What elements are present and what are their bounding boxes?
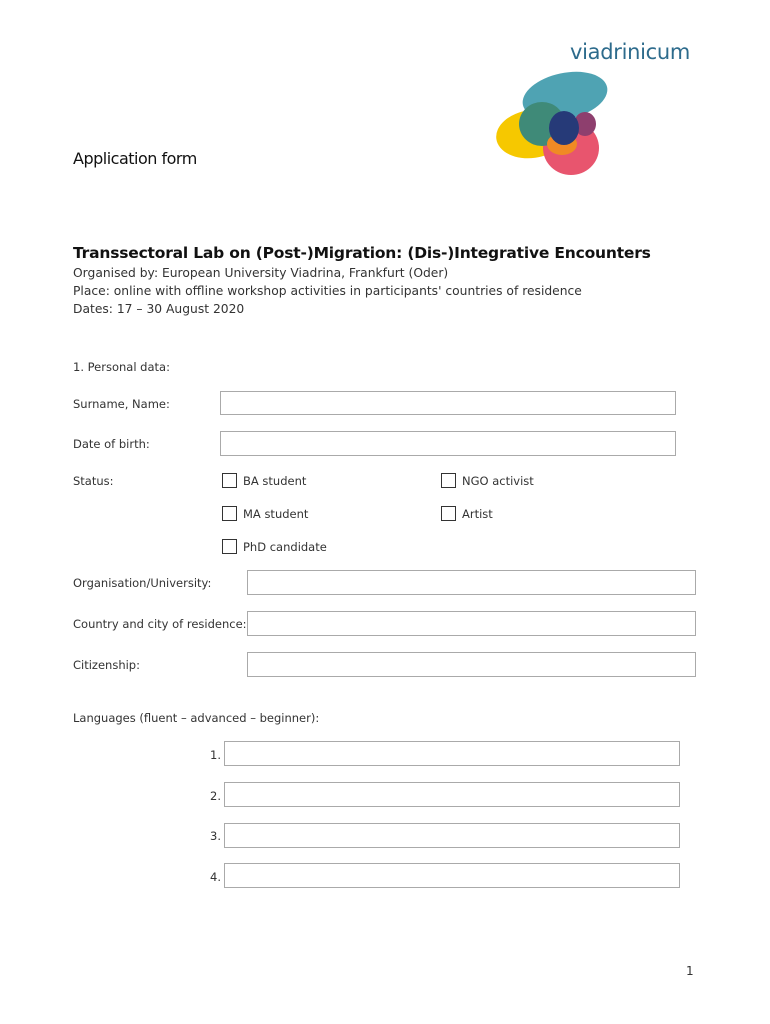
country-city-input[interactable]: [247, 611, 696, 636]
country-city-label: Country and city of residence:: [73, 617, 247, 631]
language-2-number: 2.: [210, 789, 221, 803]
page-number: 1: [686, 964, 694, 978]
organisation-input[interactable]: [247, 570, 696, 595]
event-place: Place: online with offline workshop activities in participants' countries of residence: [73, 284, 582, 298]
status-ngo-activist-checkbox[interactable]: [441, 473, 456, 488]
event-title: Transsectoral Lab on (Post-)Migration: (Dis-)Integrative Encounters: [73, 244, 651, 262]
language-1-number: 1.: [210, 748, 221, 762]
viadrinicum-logo-icon: [490, 68, 620, 180]
status-ma-student-checkbox[interactable]: [222, 506, 237, 521]
language-4-input[interactable]: [224, 863, 680, 888]
status-label: Status:: [73, 474, 114, 488]
language-2-input[interactable]: [224, 782, 680, 807]
language-3-number: 3.: [210, 829, 221, 843]
status-artist-checkbox[interactable]: [441, 506, 456, 521]
citizenship-label: Citizenship:: [73, 658, 140, 672]
language-1-input[interactable]: [224, 741, 680, 766]
personal-data-section-label: 1. Personal data:: [73, 360, 170, 374]
status-ba-student-label: BA student: [243, 474, 307, 488]
status-phd-candidate-label: PhD candidate: [243, 540, 327, 554]
citizenship-input[interactable]: [247, 652, 696, 677]
language-4-number: 4.: [210, 870, 221, 884]
surname-label: Surname, Name:: [73, 397, 170, 411]
event-organiser: Organised by: European University Viadrina, Frankfurt (Oder): [73, 266, 449, 280]
viadrinicum-logo-text: viadrinicum: [570, 40, 691, 64]
form-title: Application form: [73, 149, 197, 168]
status-ngo-activist-label: NGO activist: [462, 474, 534, 488]
dob-input[interactable]: [220, 431, 676, 456]
surname-input[interactable]: [220, 391, 676, 415]
status-phd-candidate-checkbox[interactable]: [222, 539, 237, 554]
status-ma-student-label: MA student: [243, 507, 309, 521]
status-artist-label: Artist: [462, 507, 493, 521]
dob-label: Date of birth:: [73, 437, 150, 451]
organisation-label: Organisation/University:: [73, 576, 212, 590]
languages-label: Languages (fluent – advanced – beginner):: [73, 711, 320, 725]
language-3-input[interactable]: [224, 823, 680, 848]
event-dates: Dates: 17 – 30 August 2020: [73, 302, 245, 316]
status-ba-student-checkbox[interactable]: [222, 473, 237, 488]
